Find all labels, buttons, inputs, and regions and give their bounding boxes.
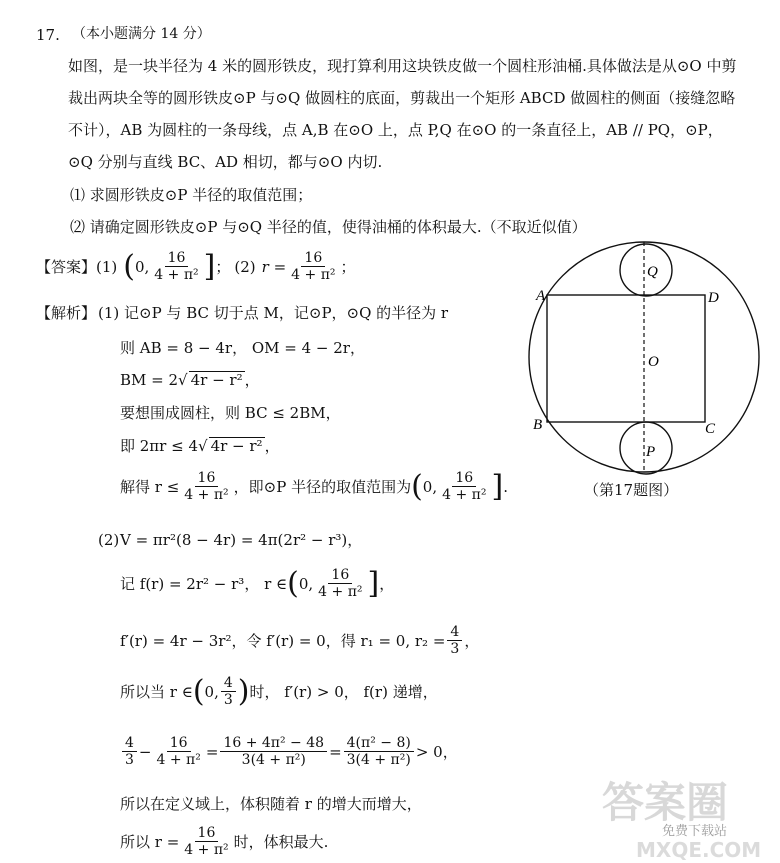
answer-r-eq: r = [261, 257, 287, 276]
watermark-logo: 答案圈 [602, 778, 729, 827]
fraction: $\frac{16}{\text{4 + π²}}$ [184, 470, 229, 504]
solution-part-1: (1) [98, 304, 120, 322]
figure-caption: （第17题图） [584, 481, 679, 499]
derivative-line: f′(r) = 4r − 3r²，令 f′(r) = 0，得 r₁ = 0, r₂ = $\frac{4}{3}$ ， [120, 624, 480, 658]
sqrt-radicand: 4r − r² [190, 371, 243, 389]
fraction: $\frac{\text{4(π² − 8)}}{\text{3(4 + π²)}}$ [344, 735, 414, 768]
function-def: 记 f(r) = 2r² − r³， r ∈ ( 0, $\frac{16}{\text{4 + π²}}$ ] ， [120, 565, 395, 601]
answer-line [36, 250, 356, 283]
conclusion-1: 所以在定义域上，体积随着 r 的增大而增大， [120, 795, 422, 813]
paren-open: ( [123, 248, 135, 284]
solution-part-2: (2) [98, 531, 120, 549]
answer-sep: ； [215, 257, 231, 276]
answer-end: ； [340, 257, 356, 276]
question-2: ⑵ 请确定圆形铁皮⊙P 与⊙Q 半径的值，使得油桶的体积最大.（不取近似值） [70, 218, 587, 236]
label-b: B [533, 417, 543, 433]
geometry-figure [520, 232, 770, 482]
solution-step-5: 即 2πr ≤ 4√ 4r − r² ， [120, 437, 280, 455]
answer-part-2: (2) [234, 257, 256, 276]
increasing-line: 所以当 r ∈ ( 0, $\frac{4}{3}$ ) 时， f′(r) > 0， f(r) 递增， [120, 673, 438, 709]
solution-step-4: 要想围成圆柱，则 BC ≤ 2BM， [120, 404, 341, 422]
watermark-url: MXQE.COM [636, 838, 762, 862]
sqrt-radicand: 4r − r² [210, 437, 263, 455]
fraction: $\frac{16}{\text{4 + π²}}$ [156, 735, 201, 769]
fraction: $\frac{16}{\text{4 + π²}}$ [442, 470, 487, 504]
solution-step-6: 解得 r ≤ $\frac{16}{\text{4 + π²}}$ ，即⊙P 半径的取值范围为 ( 0, $\frac{16}{\text{4 + π²}}$ ] . [120, 468, 508, 504]
circle-q [620, 244, 672, 296]
fraction: $\frac{16}{\text{4 + π²}}$ [154, 250, 199, 284]
label-a: A [536, 288, 546, 304]
label-c: C [705, 421, 716, 437]
solution-step-3: BM = 2√ 4r − r² ， [120, 371, 260, 389]
answer-label: 【答案】 [36, 257, 97, 276]
solution-step-1: 记⊙P 与 BC 切于点 M，记⊙P，⊙Q 的半径为 r [124, 304, 449, 322]
bracket-close: ] [203, 248, 216, 284]
label-d: D [708, 290, 719, 306]
problem-line-1: 如图，是一块半径为 4 米的圆形铁皮，现打算利用这块铁皮做一个圆柱形油桶.具体做法是从⊙O 中剪 [68, 57, 737, 75]
solution-label: 【解析】 [36, 304, 97, 322]
watermark-subtitle: 免费下载站 [662, 824, 728, 839]
problem-header: （本小题满分 14 分） [72, 26, 211, 42]
fraction: $\frac{16}{\text{4 + π²}}$ [291, 250, 336, 284]
solution-step-2: 则 AB = 8 − 4r， OM = 4 − 2r， [120, 339, 365, 357]
label-o: O [648, 354, 659, 370]
fraction: $\frac{16}{\text{4 + π²}}$ [184, 825, 229, 859]
fraction: $\frac{\text{16 + 4π² − 48}}{\text{3(4 + π²)}}$ [220, 735, 327, 768]
fraction: $\frac{4}{3}$ [221, 675, 236, 708]
fraction: $\frac{4}{3}$ [447, 624, 462, 657]
label-q: Q [647, 264, 658, 280]
comparison-line: $\frac{4}{3}$ − $\frac{16}{\text{4 + π²}}$ = $\frac{\text{16 + 4π² − 48}}{\text{3(4 + π²)}}$ = $\frac{\text{4(π² − 8)}}{\text{3(4 + π²)}}$ > 0， [120, 735, 458, 768]
problem-line-4: ⊙Q 分别与直线 BC、AD 相切，都与⊙O 内切. [68, 153, 383, 171]
answer-part-1: (1) [96, 257, 118, 276]
fraction: $\frac{16}{\text{4 + π²}}$ [318, 567, 363, 601]
label-p: P [646, 444, 656, 460]
question-1: ⑴ 求圆形铁皮⊙P 半径的取值范围； [70, 186, 313, 204]
interval-zero: 0, [134, 257, 150, 276]
rectangle-abcd [547, 295, 705, 422]
conclusion-2: 所以 r = $\frac{16}{\text{4 + π²}}$ 时，体积最大. [120, 825, 329, 859]
volume-formula: V = πr²(8 − 4r) = 4π(2r² − r³)， [120, 531, 363, 549]
fraction: $\frac{4}{3}$ [122, 735, 137, 768]
problem-line-2: 裁出两块全等的圆形铁皮⊙P 与⊙Q 做圆柱的底面，剪裁出一个矩形 ABCD 做圆柱的侧面（接缝忽略 [68, 89, 736, 107]
problem-number: 17. [36, 26, 60, 44]
problem-line-3: 不计），AB 为圆柱的一条母线，点 A,B 在⊙O 上，点 P,Q 在⊙O 的一条直径上，AB // PQ，⊙P， [68, 121, 723, 139]
